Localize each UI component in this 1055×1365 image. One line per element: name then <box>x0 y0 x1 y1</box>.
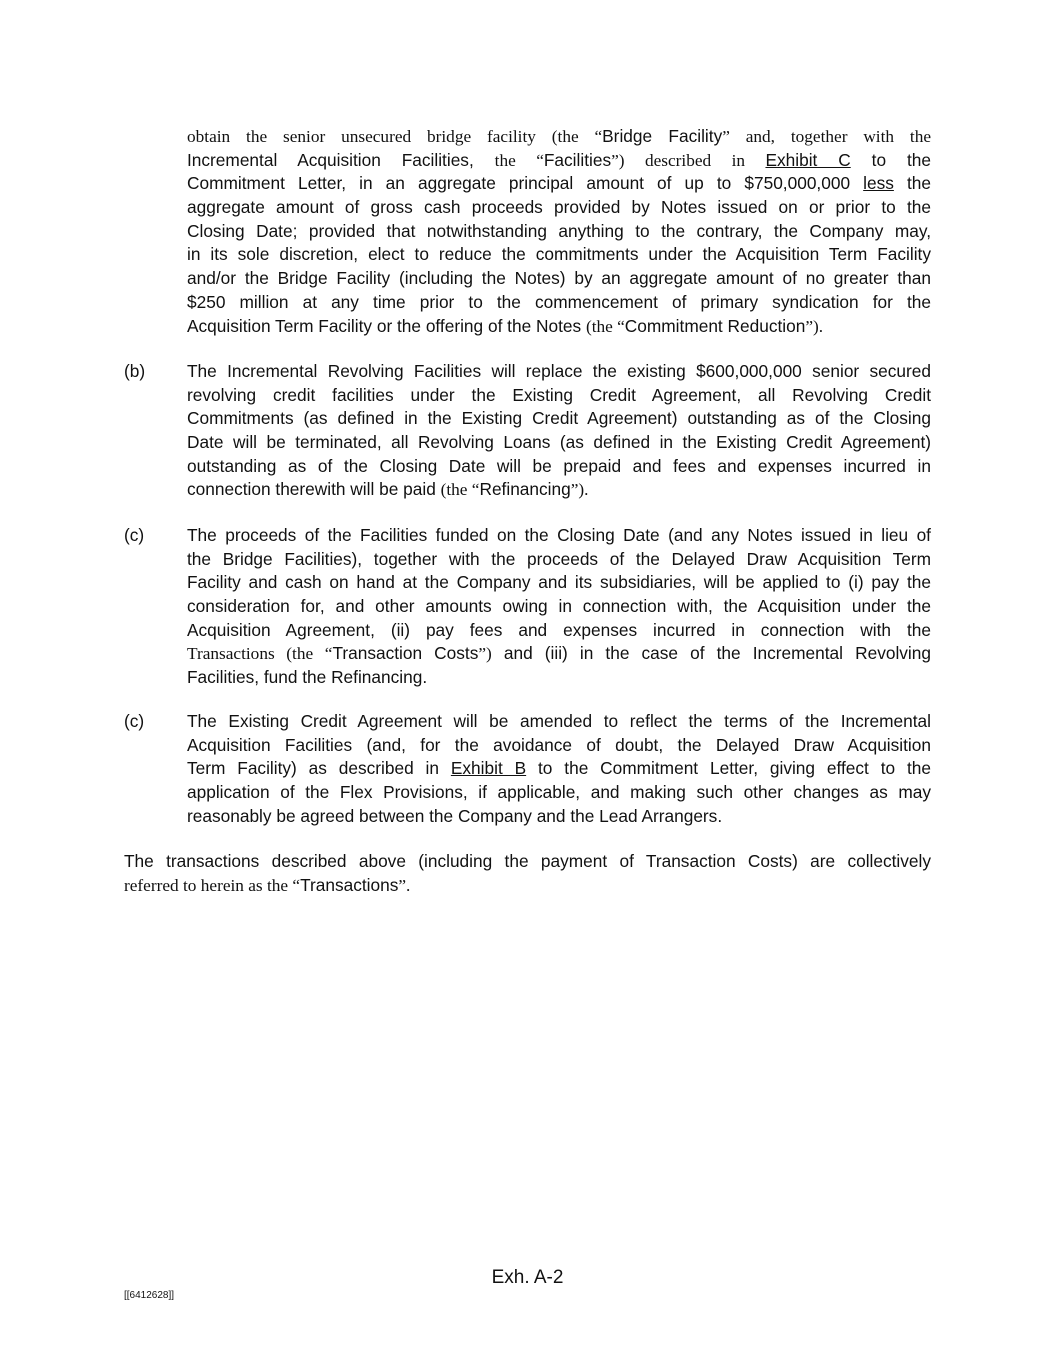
text-line: Acquisition Facilities (and, for the avoidance of doubt, the Delayed Draw Acquisition <box>187 734 931 755</box>
text-span: the “ <box>494 150 544 170</box>
text-line <box>187 315 931 339</box>
text-span: connection therewith will be paid <box>187 479 441 500</box>
text-line: Facility and cash on hand at the Company and its subsidiaries, will be applied to (i) pay the <box>187 572 931 593</box>
text-line: outstanding as of the Closing Date will be prepaid and fees and expenses incurred in <box>187 455 931 476</box>
closing-paragraph <box>124 850 931 897</box>
text-span: the <box>893 173 931 194</box>
text-line: Acquisition Agreement, (ii) pay fees and expenses incurred in connection with the <box>187 619 931 640</box>
text-span: Transactions (the “ <box>187 644 333 664</box>
text-span: ”. <box>398 875 411 895</box>
text-line: Date will be terminated, all Revolving Loans (as defined in the Existing Credit Agreement) <box>187 432 931 453</box>
text-line: The Incremental Revolving Facilities will replace the existing $600,000,000 senior secured <box>187 361 931 381</box>
text-line: reasonably be agreed between the Company and the Lead Arrangers. <box>187 805 723 826</box>
text-line <box>187 172 931 196</box>
text-line: application of the Flex Provisions, if applicable, and making such other changes as may <box>187 782 931 803</box>
text-span: ”) described in <box>611 150 766 170</box>
exhibit-reference: Exhibit B <box>450 758 527 779</box>
text-span: ”). <box>805 316 824 336</box>
paragraph-c-proceeds <box>187 524 931 690</box>
text-line: $250 million at any time prior to the commencement of primary syndication for the <box>187 291 931 312</box>
text-span: to the Commitment Letter, giving effect to the <box>526 758 931 779</box>
text-line: revolving credit facilities under the Existing Credit Agreement, all Revolving Credit <box>187 384 931 405</box>
defined-term: Transaction Costs <box>332 643 479 664</box>
defined-term: Commitment Reduction <box>624 315 806 336</box>
defined-term: Refinancing <box>479 479 571 500</box>
emphasis-less: less <box>863 173 894 194</box>
text-span: ” and, together with the <box>722 127 932 146</box>
text-line: and/or the Bridge Facility (including the Notes) by an aggregate amount of no greater than <box>187 268 931 289</box>
text-line: The Existing Credit Agreement will be amended to reflect the terms of the Incremental <box>187 711 931 731</box>
paragraph-marker: (c) <box>124 525 145 545</box>
text-span: Incremental Acquisition Facilities, <box>187 149 495 170</box>
text-line: Closing Date; provided that notwithstanding anything to the contrary, the Company may, <box>187 220 931 241</box>
text-line: the Bridge Facilities), together with the proceeds of the Delayed Draw Acquisition Term <box>187 548 931 569</box>
text-line: The transactions described above (including the payment of Transaction Costs) are collectively <box>124 851 931 871</box>
text-line <box>187 642 931 666</box>
text-line: in its sole discretion, elect to reduce the commitments under the Acquisition Term Facility <box>187 244 931 265</box>
text-line: Commitments (as defined in the Existing Credit Agreement) outstanding as of the Closing <box>187 408 931 429</box>
text-line <box>187 149 931 173</box>
text-line: consideration for, and other amounts owing in connection with, the Acquisition under the <box>187 596 931 617</box>
paragraph-marker: (c) <box>124 711 145 731</box>
text-span: to the <box>850 149 931 170</box>
text-span: ”) <box>478 644 492 664</box>
text-span: and (iii) in the case of the Incremental Revolving <box>491 643 931 664</box>
text-line <box>187 125 931 149</box>
paragraph-marker: (b) <box>124 361 146 381</box>
text-span: referred to herein as the “ <box>124 875 301 895</box>
paragraph-b <box>187 360 931 502</box>
text-span: (the “ <box>585 316 625 336</box>
text-span: Term Facility) as described in <box>187 758 451 779</box>
text-span: obtain the senior unsecured bridge facility (the “ <box>187 127 603 146</box>
defined-term: Bridge Facility <box>602 126 723 146</box>
text-line <box>187 478 931 502</box>
defined-term: Transactions <box>300 874 399 895</box>
text-line: The proceeds of the Facilities funded on the Closing Date (and any Notes issued in lieu of <box>187 525 931 545</box>
defined-term: Facilities <box>543 149 612 170</box>
exhibit-reference: Exhibit C <box>765 149 851 170</box>
document-id: [[6412628]] <box>124 1290 175 1301</box>
text-span: Acquisition Term Facility or the offering of the Notes <box>187 315 586 336</box>
text-span: (the “ <box>440 480 480 500</box>
text-span: Commitment Letter, in an aggregate principal amount of up to $750,000,000 <box>187 173 864 194</box>
text-line <box>187 757 931 781</box>
paragraph-a <box>187 125 931 338</box>
text-line: aggregate amount of gross cash proceeds provided by Notes issued on or prior to the <box>187 197 931 218</box>
text-line <box>124 874 931 898</box>
text-line: Facilities, fund the Refinancing. <box>187 667 428 688</box>
page-number: Exh. A-2 <box>491 1267 564 1288</box>
paragraph-c-amendment <box>187 710 931 828</box>
text-span: ”). <box>570 480 589 500</box>
